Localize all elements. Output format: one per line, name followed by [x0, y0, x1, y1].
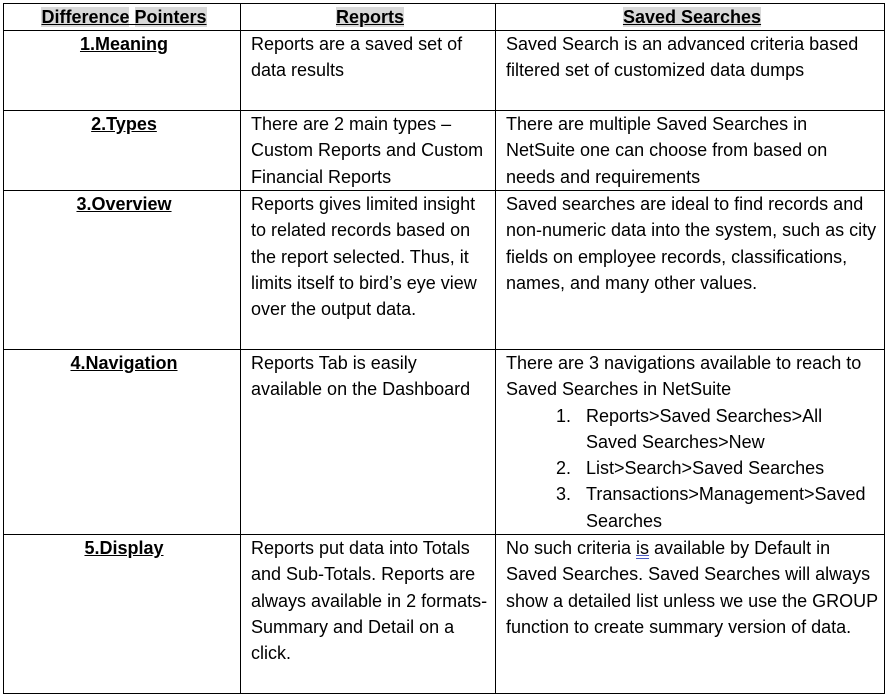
- saved-searches-cell: There are multiple Saved Searches in NetSuite one can choose from based on needs and requirements: [496, 111, 885, 191]
- header-saved-searches-label: Saved Searches: [622, 7, 762, 27]
- reports-cell: There are 2 main types – Custom Reports and Custom Financial Reports: [241, 111, 496, 191]
- reports-cell: Reports Tab is easily available on the Dashboard: [241, 350, 496, 535]
- pointer-cell: 3.Overview: [4, 191, 241, 350]
- pointer-cell: 5.Display: [4, 535, 241, 694]
- table-row: [4, 191, 885, 350]
- table-row: [4, 31, 885, 111]
- header-pointers-word1: Difference: [41, 7, 130, 27]
- header-reports: [241, 4, 496, 31]
- navigation-list: [506, 403, 878, 534]
- list-item: 2. List>Search>Saved Searches: [576, 455, 878, 481]
- saved-searches-cell: [496, 350, 885, 535]
- header-saved-searches: [496, 4, 885, 31]
- reports-cell: Reports put data into Totals and Sub-Totals. Reports are always available in 2 formats- Summary and Detail on a click.: [241, 535, 496, 694]
- saved-searches-cell: Saved searches are ideal to find records and non-numeric data into the system, such as city fields on employee records, classifications, names, and many other values.: [496, 191, 885, 350]
- table-row: [4, 350, 885, 535]
- list-item: 1. Reports>Saved Searches>All Saved Searches>New: [576, 403, 878, 456]
- navigation-intro: There are 3 navigations available to reach to Saved Searches in NetSuite: [506, 353, 862, 400]
- reports-cell: Reports gives limited insight to related records based on the report selected. Thus, it limits itself to bird’s eye view over the output data.: [241, 191, 496, 350]
- header-difference-pointers: [4, 4, 241, 31]
- reports-cell: Reports are a saved set of data results: [241, 31, 496, 111]
- saved-searches-cell: Saved Search is an advanced criteria based filtered set of customized data dumps: [496, 31, 885, 111]
- table-row: [4, 111, 885, 191]
- table-row: [4, 535, 885, 694]
- list-item: 3. Transactions>Management>Saved Searches: [576, 481, 878, 534]
- grammar-marked-word: is: [636, 538, 650, 559]
- header-row: [4, 4, 885, 31]
- pointer-cell: 2.Types: [4, 111, 241, 191]
- comparison-table: [3, 3, 885, 694]
- pointer-cell: 1.Meaning: [4, 31, 241, 111]
- pointer-cell: 4.Navigation: [4, 350, 241, 535]
- display-text-post: available by Default in Saved Searches. Saved Searches will always show a detailed list unless we use the GROUP function to create summary version of data.: [506, 538, 878, 637]
- display-text-pre: No such criteria: [506, 538, 637, 559]
- saved-searches-cell: [496, 535, 885, 694]
- header-reports-label: Reports: [335, 7, 404, 27]
- header-pointers-word2: Pointers: [134, 7, 207, 27]
